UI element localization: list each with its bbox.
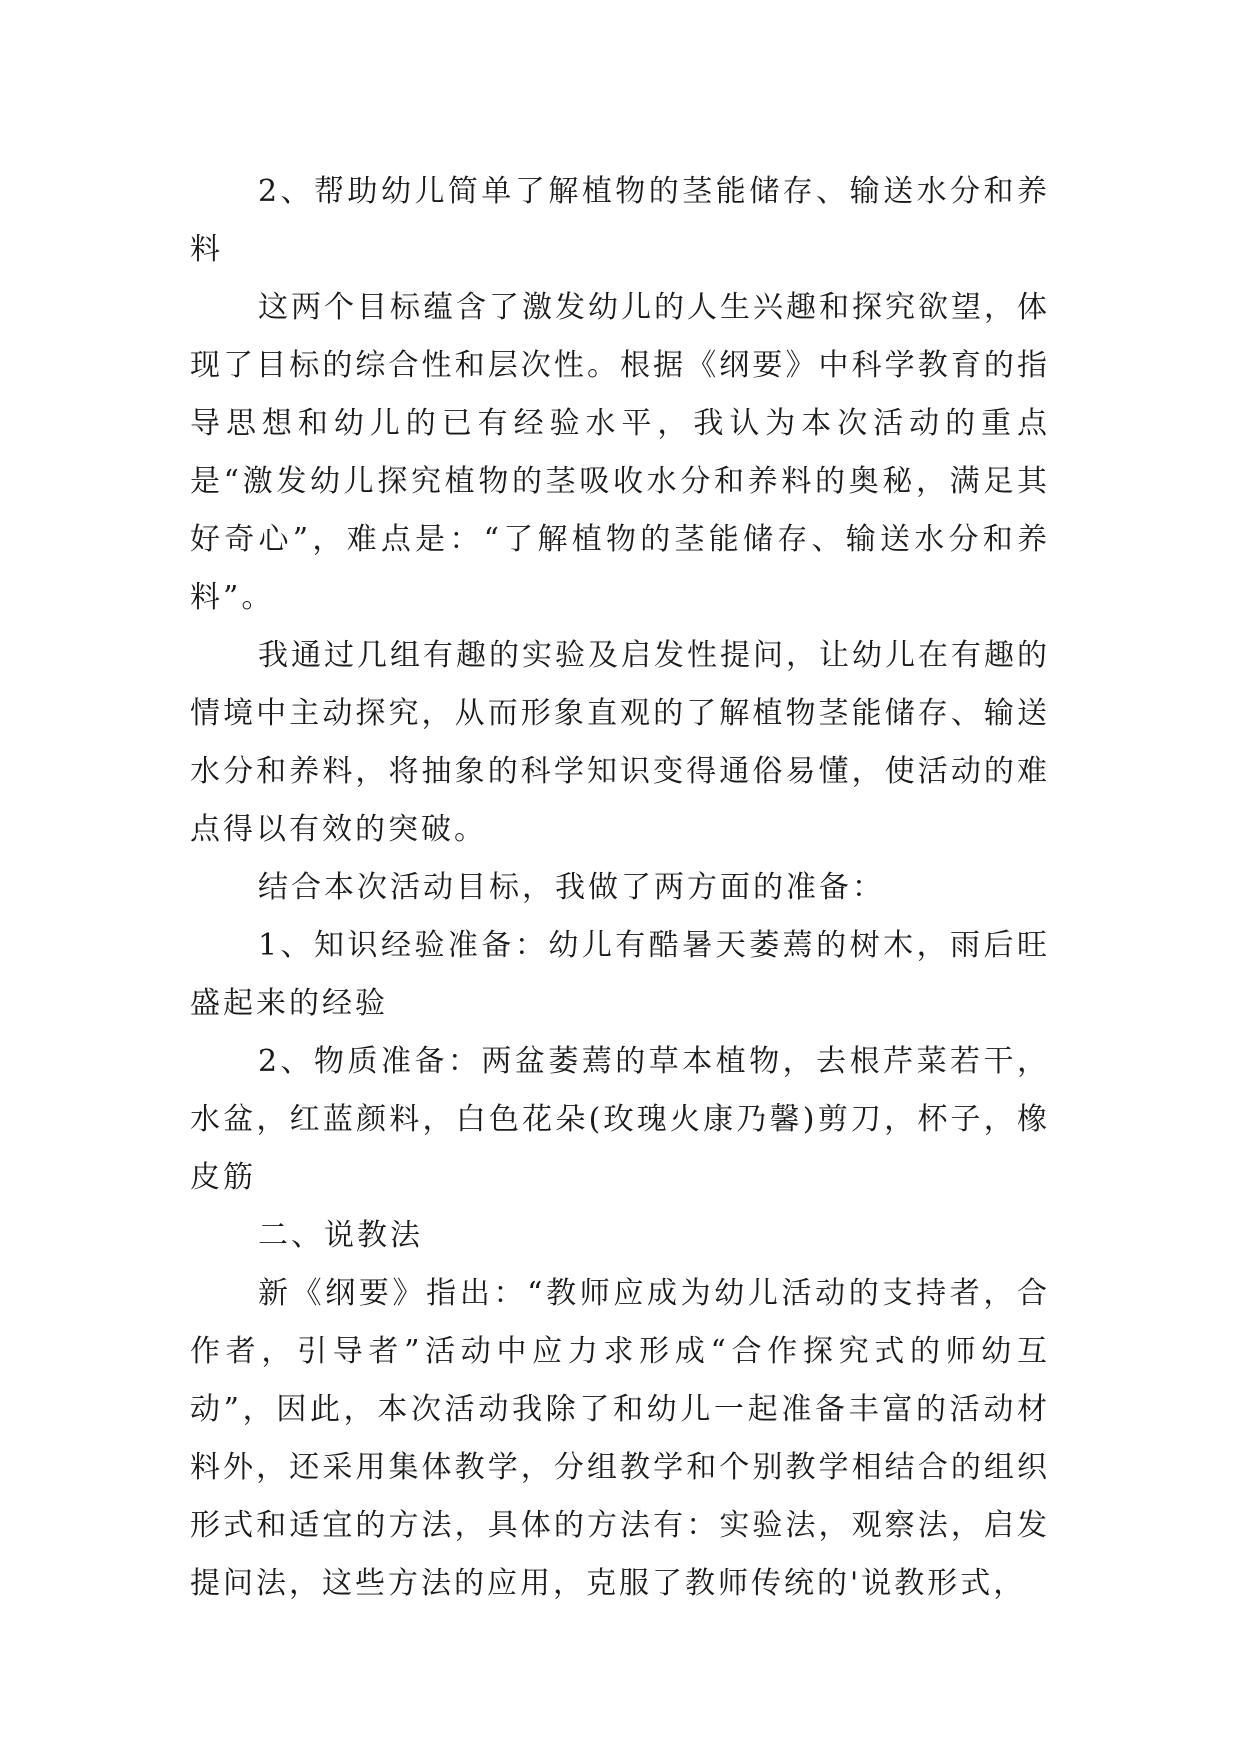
paragraph-objective-2: 2、帮助幼儿简单了解植物的茎能储存、输送水分和养料 xyxy=(190,174,1050,267)
paragraph-material-preparation: 2、物质准备：两盆萎蔫的草本植物，去根芹菜若干，水盆，红蓝颜料，白色花朵(玫瑰火康乃馨)剪刀，杯子，橡皮筋 xyxy=(190,1044,1050,1195)
paragraph-knowledge-preparation: 1、知识经验准备：幼儿有酷暑天萎蔫的树木，雨后旺盛起来的经验 xyxy=(190,928,1050,1021)
document-body xyxy=(190,163,1050,1613)
paragraph-experiment-approach: 我通过几组有趣的实验及启发性提问，让幼儿在有趣的情境中主动探究，从而形象直观的了解植物茎能储存、输送水分和养料，将抽象的科学知识变得通俗易懂，使活动的难点得以有效的突破。 xyxy=(190,638,1050,847)
paragraph-teaching-methods: 新《纲要》指出：“教师应成为幼儿活动的支持者，合作者，引导者”活动中应力求形成“合作探究式的师幼互动”，因此，本次活动我除了和幼儿一起准备丰富的活动材料外，还采用集体教学，分组教学和个别教学相结合的组织形式和适宜的方法，具体的方法有：实验法，观察法，启发提问法，这些方法的应用，克服了教师传统的'说教形式， xyxy=(190,1276,1050,1601)
paragraph-objectives-analysis: 这两个目标蕴含了激发幼儿的人生兴趣和探究欲望，体现了目标的综合性和层次性。根据《纲要》中科学教育的指导思想和幼儿的已有经验水平，我认为本次活动的重点是“激发幼儿探究植物的茎吸收水分和养料的奥秘，满足其好奇心”，难点是：“了解植物的茎能储存、输送水分和养料”。 xyxy=(190,290,1050,615)
section-heading-teaching-methods: 二、说教法 xyxy=(258,1218,423,1253)
paragraph-preparation-intro: 结合本次活动目标，我做了两方面的准备： xyxy=(258,870,885,905)
